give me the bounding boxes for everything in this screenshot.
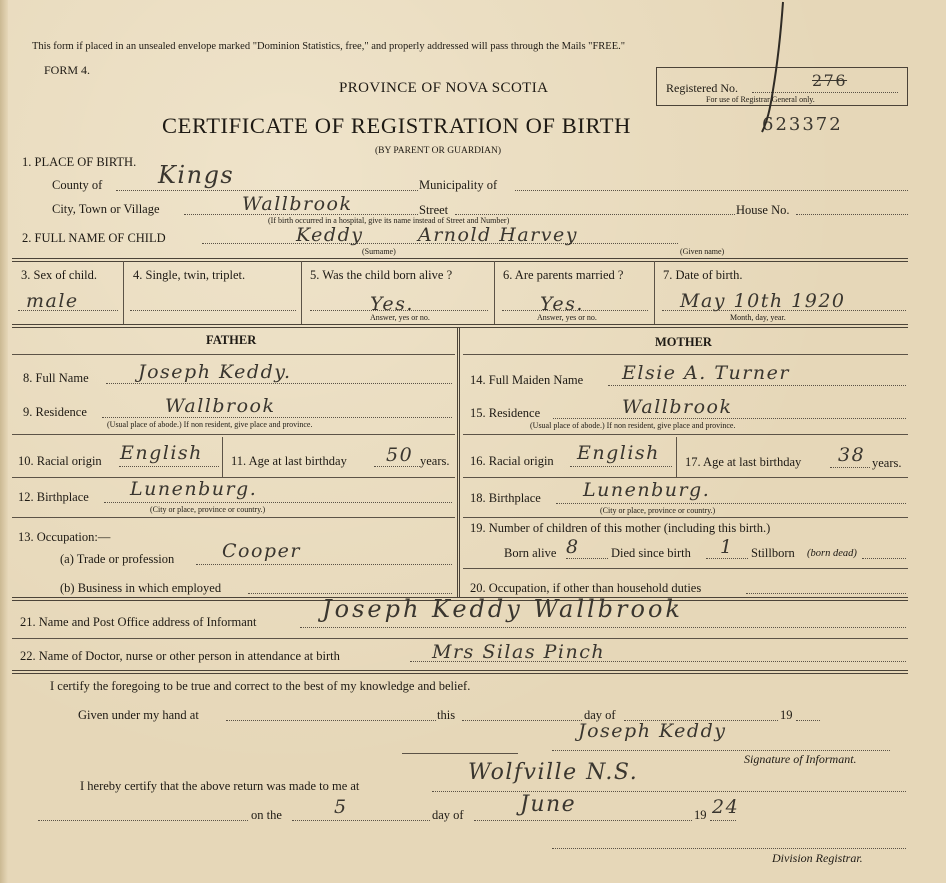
mother-children-label: 19. Number of children of this mother (including this birth.) xyxy=(470,521,771,535)
informant-label: 21. Name and Post Office address of Informant xyxy=(20,615,257,629)
registered-number-struck: 276 xyxy=(812,71,848,90)
mother-name-value: Elsie A. Turner xyxy=(622,362,790,384)
mail-notice: This form if placed in an unsealed envelope marked "Dominion Statistics, free," and properly addressed will pass through the Mails "FREE." xyxy=(32,41,626,52)
answer-note-2: Answer, yes or no. xyxy=(537,313,597,322)
father-racial-label: 10. Racial origin xyxy=(18,454,102,468)
day-value: 5 xyxy=(334,796,348,818)
mother-birthplace-note: (City or place, province or country.) xyxy=(600,506,716,515)
father-occupation-label: 13. Occupation:— xyxy=(18,530,111,544)
registrar-label: Division Registrar. xyxy=(772,851,863,865)
registered-label: Registered No. xyxy=(666,81,738,95)
born-alive-answer: Yes. xyxy=(370,293,414,315)
date-of-birth-value: May 10th 1920 xyxy=(680,290,846,312)
sex-label: 3. Sex of child. xyxy=(21,268,98,282)
month-value: June xyxy=(520,792,577,817)
informant-signature: Joseph Keddy xyxy=(578,720,727,742)
father-heading: FATHER xyxy=(206,333,257,347)
father-age-label: 11. Age at last birthday xyxy=(231,454,347,468)
certificate-title: CERTIFICATE OF REGISTRATION OF BIRTH xyxy=(162,113,631,138)
father-racial-value: English xyxy=(120,442,203,464)
registered-number: 623372 xyxy=(762,114,843,135)
mother-age-value: 38 xyxy=(838,444,866,466)
father-business-label: (b) Business in which employed xyxy=(60,581,222,595)
died-since-birth-value: 1 xyxy=(720,536,734,558)
child-name-label: 2. FULL NAME OF CHILD xyxy=(22,231,166,245)
form-number: FORM 4. xyxy=(44,63,91,77)
father-residence-note: (Usual place of abode.) If non resident, give place and province. xyxy=(107,420,313,429)
died-since-birth-label: Died since birth xyxy=(611,546,691,560)
house-number-label: House No. xyxy=(736,203,790,217)
mother-birthplace-value: Lunenburg. xyxy=(583,479,711,501)
father-age-value: 50 xyxy=(386,444,414,466)
parents-married-label: 6. Are parents married ? xyxy=(503,268,624,282)
parents-married-answer: Yes. xyxy=(540,293,584,315)
informant-value: Joseph Keddy Wallbrook xyxy=(322,595,683,623)
father-name-label: 8. Full Name xyxy=(23,371,89,385)
doctor-label: 22. Name of Doctor, nurse or other person in attendance at birth xyxy=(20,649,340,663)
county-value: Kings xyxy=(158,161,235,189)
mother-years-label: years. xyxy=(872,456,902,470)
return-place: Wolfville N.S. xyxy=(468,760,639,785)
signature-label: Signature of Informant. xyxy=(744,752,857,766)
left-edge xyxy=(0,0,8,883)
day-of-label-2: day of xyxy=(432,808,464,822)
father-name-value: Joseph Keddy. xyxy=(138,361,292,383)
father-birthplace-label: 12. Birthplace xyxy=(18,490,89,504)
date-of-birth-note: Month, day, year. xyxy=(730,313,786,322)
province-heading: PROVINCE OF NOVA SCOTIA xyxy=(339,80,549,96)
father-trade-value: Cooper xyxy=(222,540,301,562)
mother-racial-label: 16. Racial origin xyxy=(470,454,554,468)
father-trade-label: (a) Trade or profession xyxy=(60,552,175,566)
father-birthplace-note: (City or place, province or country.) xyxy=(150,505,266,514)
child-surname: Keddy xyxy=(296,224,364,246)
mother-birthplace-label: 18. Birthplace xyxy=(470,491,541,505)
mother-residence-value: Wallbrook xyxy=(622,396,733,418)
sex-value: male xyxy=(26,290,79,312)
born-alive-question-label: 5. Was the child born alive ? xyxy=(310,268,453,282)
mother-occupation-label: 20. Occupation, if other than household duties xyxy=(470,581,702,595)
year-prefix: 19 xyxy=(780,708,793,722)
street-label: Street xyxy=(419,203,449,217)
place-of-birth-label: 1. PLACE OF BIRTH. xyxy=(22,155,137,169)
registrar-check-mark xyxy=(750,0,800,135)
return-label: I hereby certify that the above return was made to me at xyxy=(80,779,360,793)
stillborn-note: (born dead) xyxy=(807,548,857,559)
mother-age-label: 17. Age at last birthday xyxy=(685,455,802,469)
father-residence-value: Wallbrook xyxy=(165,395,276,417)
city-label: City, Town or Village xyxy=(52,202,160,216)
mother-heading: MOTHER xyxy=(655,335,712,349)
child-given-name: Arnold Harvey xyxy=(418,224,578,246)
municipality-label: Municipality of xyxy=(419,178,498,192)
mother-residence-label: 15. Residence xyxy=(470,406,541,420)
born-alive-label: Born alive xyxy=(504,546,557,560)
year-value: 24 xyxy=(712,796,740,818)
father-birthplace-value: Lunenburg. xyxy=(130,478,258,500)
father-years-label: years. xyxy=(420,454,450,468)
day-of-label: day of xyxy=(584,708,616,722)
surname-note: (Surname) xyxy=(362,247,396,256)
given-under-hand-label: Given under my hand at xyxy=(78,708,199,722)
given-name-note: (Given name) xyxy=(680,247,725,256)
stillborn-label: Stillborn xyxy=(751,546,795,560)
answer-note: Answer, yes or no. xyxy=(370,313,430,322)
certificate-subtitle: (BY PARENT OR GUARDIAN) xyxy=(375,146,502,156)
mother-name-label: 14. Full Maiden Name xyxy=(470,373,584,387)
on-the-label: on the xyxy=(251,808,282,822)
city-value: Wallbrook xyxy=(242,193,353,215)
multiple-birth-label: 4. Single, twin, triplet. xyxy=(133,268,246,282)
doctor-value: Mrs Silas Pinch xyxy=(432,641,606,663)
certify-text: I certify the foregoing to be true and correct to the best of my knowledge and belief. xyxy=(50,679,471,693)
mother-racial-value: English xyxy=(577,442,660,464)
this-label: this xyxy=(437,708,456,722)
hospital-note: (If birth occurred in a hospital, give its name instead of Street and Number) xyxy=(268,216,510,225)
date-of-birth-label: 7. Date of birth. xyxy=(663,268,743,282)
year-prefix-2: 19 xyxy=(694,808,707,822)
born-alive-value: 8 xyxy=(566,536,580,558)
mother-residence-note: (Usual place of abode.) If non resident, give place and province. xyxy=(530,421,736,430)
county-label: County of xyxy=(52,178,103,192)
father-residence-label: 9. Residence xyxy=(23,405,87,419)
registered-note: For use of Registrar General only. xyxy=(706,95,815,104)
